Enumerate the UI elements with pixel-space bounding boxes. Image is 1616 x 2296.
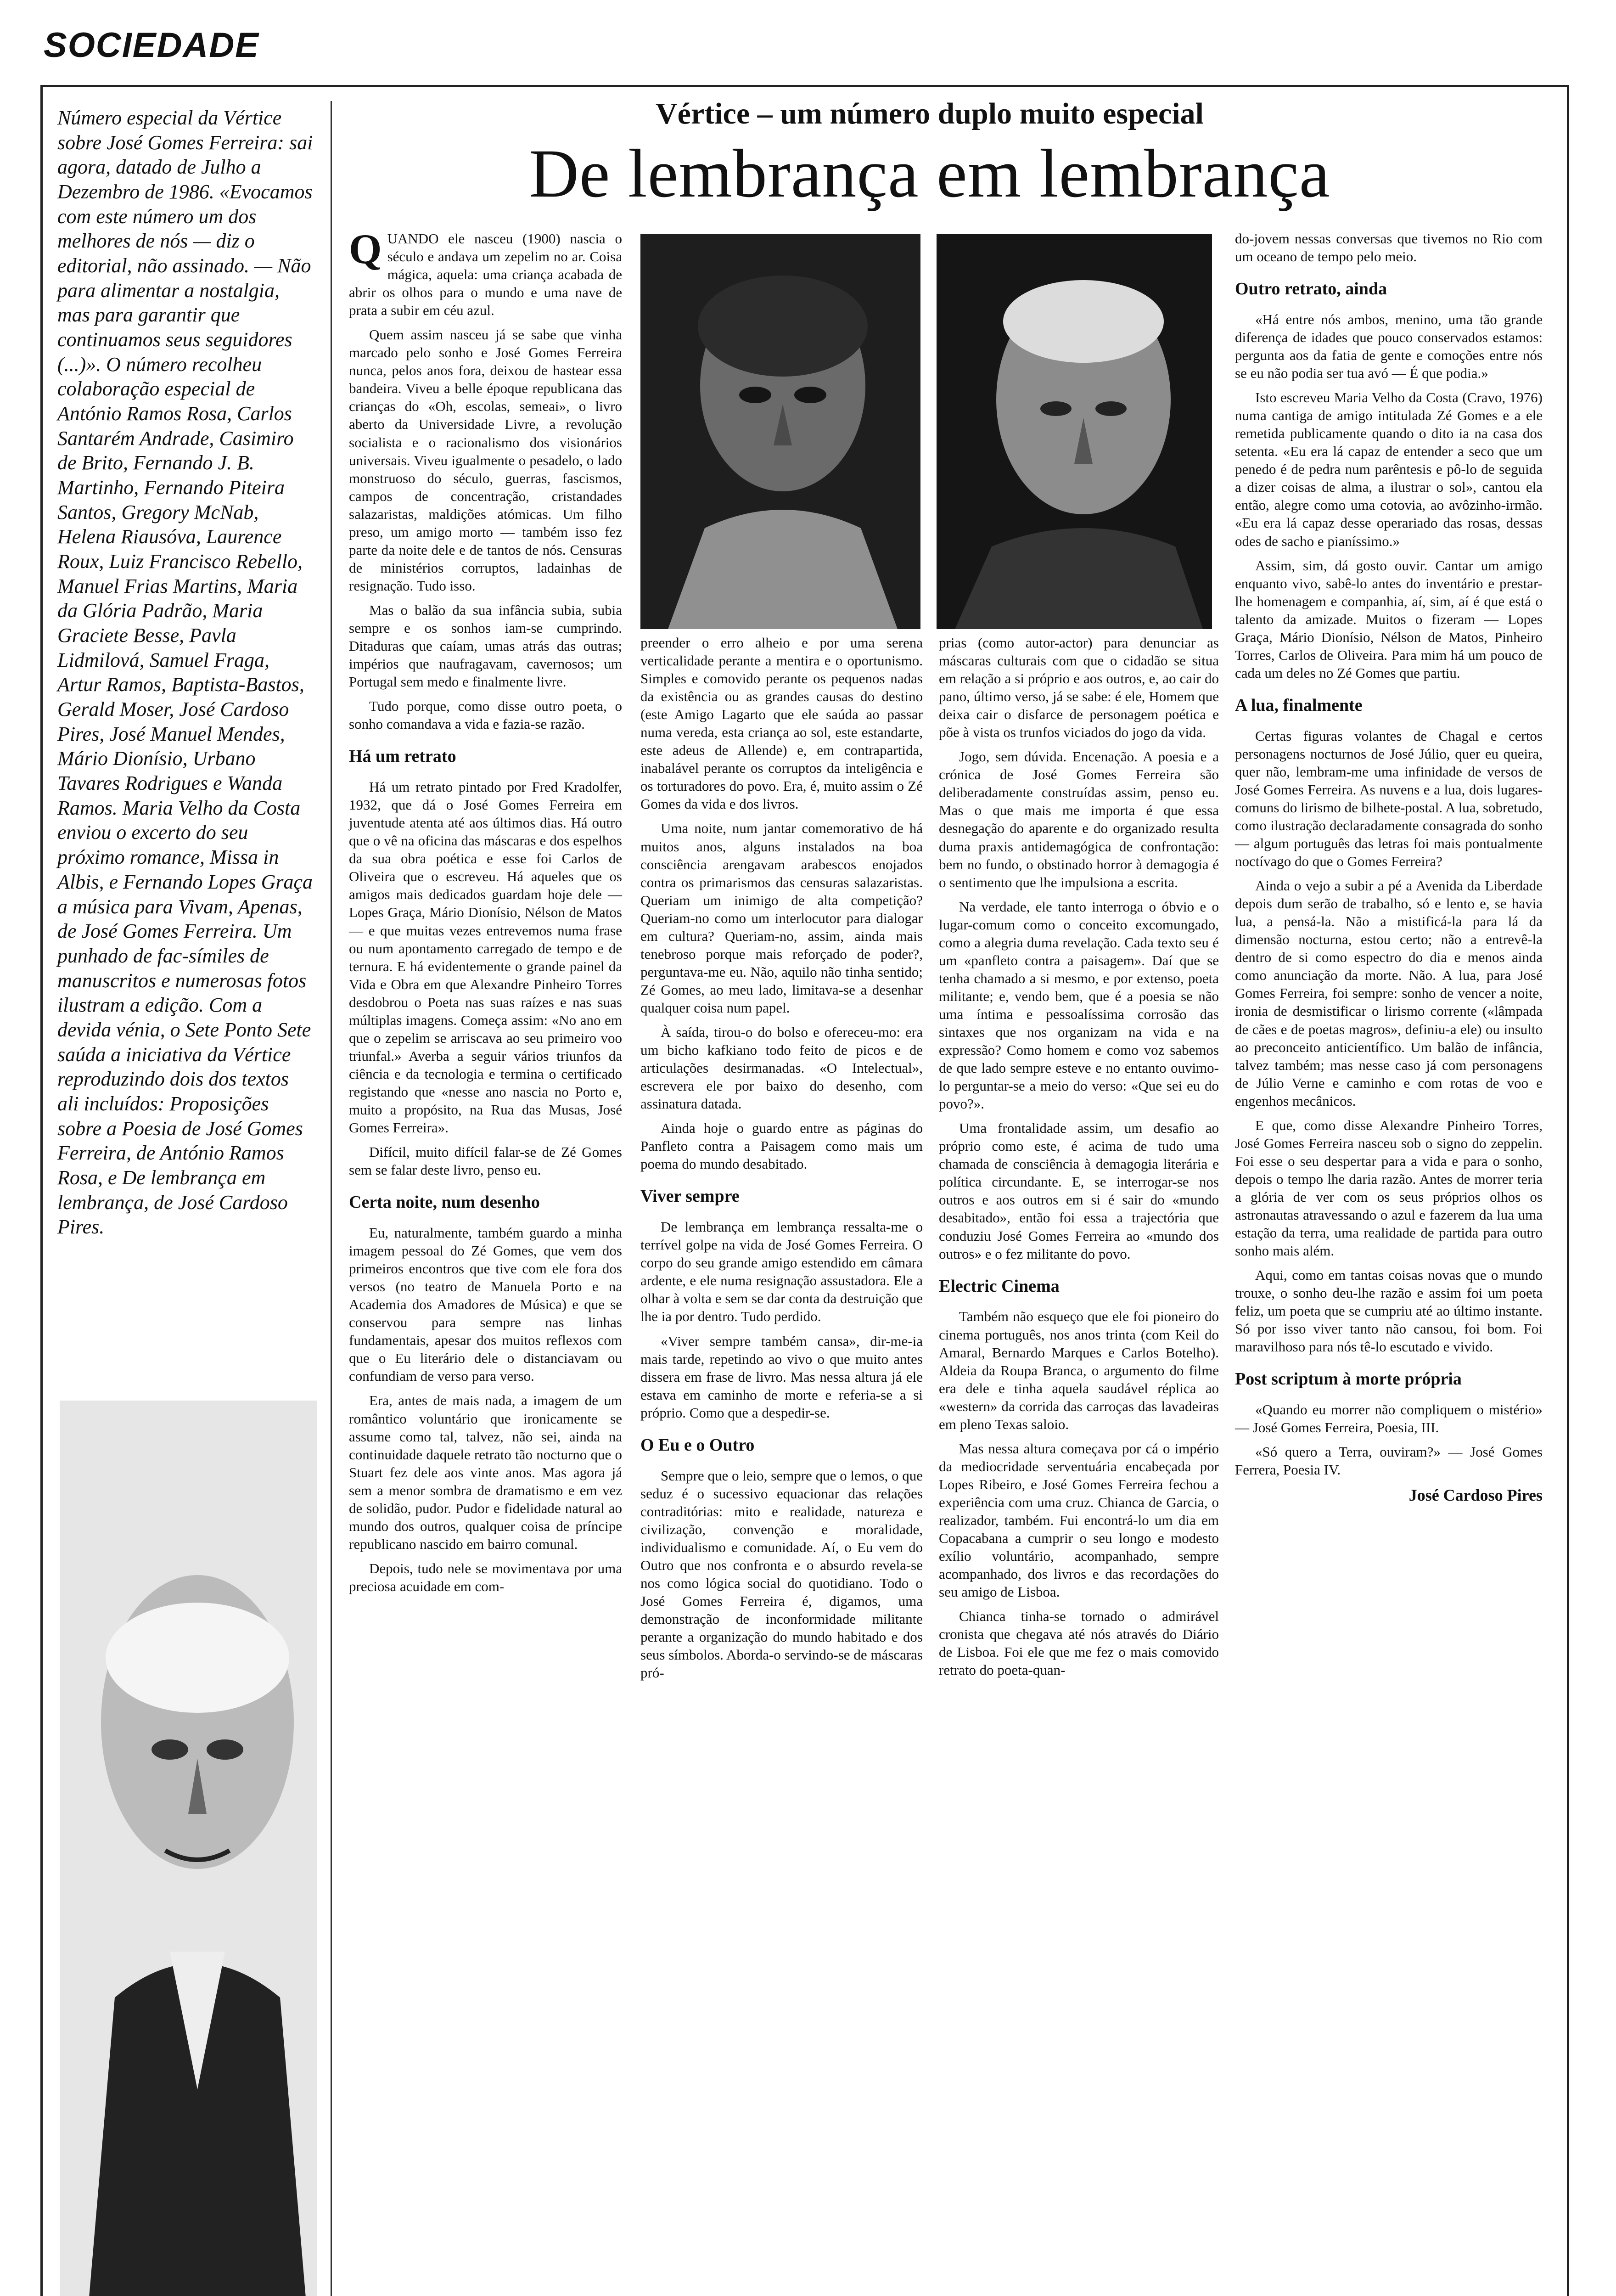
portrait-young-icon	[640, 234, 920, 629]
body-paragraph: Quem assim nasceu já se sabe que vinha marcado pelo sonho e José Gomes Ferreira nunca, pelos anos fora, deixou de hastear essa bandeira. Viveu a belle époque republicana das crianças do «Oh, escolas, semeai», o livro aberto da Universidade Livre, a revolução socialista e o racionalismo dos visionários universais. Viveu igualmente o pesadelo, o lado monstruoso do século, guerras, fascismos, campos de concentração, cristandades salazaristas, maldições atómicas. Um filho preso, um amigo morto — também isso fez parte da noite dele e de tantos de nós. Censuras de ministérios corruptos, ladainhas de resignação. Tudo isso.	[349, 326, 622, 594]
body-paragraph: «Viver sempre também cansa», dir-me-ia mais tarde, repetindo ao vivo o que muito antes dissera em frase de livro. Mas nessa altura já ele estava em caminho de morte e referia-se a si próprio. Como que a despedir-se.	[640, 1333, 923, 1421]
portrait-old-icon	[937, 234, 1212, 629]
body-paragraph: Certas figuras volantes de Chagal e certos personagens nocturnos de José Júlio, quer eu queira, quer não, lembram-me uma infinidade de versos de José Gomes Ferreira. As nuvens e a lua, dois lugares-comuns do lirismo de bilhete-postal. A lua, sobretudo, como ilustração declaradamente consagrada do sonho — algum português das letras foi mais pontualmente noctívago do que o Gomes Ferreira?	[1235, 727, 1543, 870]
body-paragraph: do-jovem nessas conversas que tivemos no Rio com um oceano de tempo pelo meio.	[1235, 231, 1543, 265]
body-paragraph: Jogo, sem dúvida. Encenação. A poesia e a crónica de José Gomes Ferreira são deliberadamente construídas assim, penso eu. Mas o que mais me importa é que essa desnegação do aparente e do organizado resulta duma praxis antidemagógica de confrontação: bem no fundo, o obstinado horror à demagogia é o sentimento que lhe impulsiona a escrita.	[939, 748, 1219, 890]
kicker: Vértice – um número duplo muito especial	[655, 97, 1204, 130]
sidebar-intro	[57, 106, 314, 1239]
article-column-1	[349, 225, 622, 1602]
subhead-eu-outro: O Eu e o Outro	[640, 1435, 755, 1455]
body-paragraph: Isto escreveu Maria Velho da Costa (Cravo, 1976) numa cantiga de amigo intitulada Zé Gomes e a ele remetida publicamente quando o dito ia na casa dos setenta. «Eu era lá capaz de entender a seco que um penedo é de pedra num parêntesis e pô-lo de seguida a dizer coisas de alma, a ilustrar o sol», cantou ela então, alegre como uma cotovia, ao avôzinho-irmão. «Eu era lá capaz desse operariado das rosas, dessas odes de sacho e pianíssimo.»	[1235, 389, 1543, 549]
body-paragraph: Era, antes de mais nada, a imagem de um romântico voluntário que ironicamente se assume como tal, talvez, não sei, ainda na continuidade daquele retrato tão nocturno que o Stuart fez dele aos vinte anos. Mas agora já sem a menor sombra de dramatismo e em vez de solidão, pudor. Pudor e fidelidade natural ao mundo dos outros, qualquer coisa de príncipe republicano nascido em bairro comunal.	[349, 1392, 622, 1552]
body-paragraph: Uma frontalidade assim, um desafio ao próprio como este, é acima de tudo uma chamada de consciência à demagogia literária e política circundante. E, se interrogar-se nos outros e aos outros em si é sair do «mundo desabitado», então foi essa a trajectória que conduziu José Gomes Ferreira ao «mundo dos outros» e o fez militante do povo.	[939, 1120, 1219, 1262]
body-paragraph: Aqui, como em tantas coisas novas que o mundo trouxe, o sonho deu-lhe razão e assim foi um poeta feliz, um poeta que se cumpriu até ao último instante. Só por isso viver tanto não cansou, foi bom. Foi maravilhoso para nós tê-lo escutado e vivido.	[1235, 1267, 1543, 1355]
body-paragraph: Sempre que o leio, sempre que o lemos, o que seduz é o sucessivo equacionar das relações contraditórias: mito e realidade, natureza e civilização, convenção e moralidade, individualismo e comunidade. Aí, o Eu vem do Outro que nos confronta e o absurdo revela-se nos como lógica social do quotidiano. Todo o José Gomes Ferreira é, digamos, uma demonstração de inconformidade militante perante a organização do mundo habitado e dos seus símbolos. Aborda-o servindo-se de máscaras pró-	[640, 1467, 923, 1681]
portrait-photo-young	[640, 234, 920, 629]
dropcap: Q	[349, 225, 382, 272]
body-paragraph: De lembrança em lembrança ressalta-me o terrível golpe na vida de José Gomes Ferreira. O corpo do seu grande amigo estendido em câmara ardente, e ele numa resignação assustadora. Ele a olhar à volta e sem se dar conta da destruição que lhe ia por dentro. Tudo perdido.	[640, 1219, 923, 1325]
subhead-post-scriptum: Post scriptum à morte própria	[1235, 1369, 1462, 1389]
frame-left-rule	[40, 85, 43, 2296]
body-paragraph: Mas o balão da sua infância subia, subia sempre e os sonhos iam-se cumprindo. Ditaduras que caíam, umas atrás das outras; impérios que naufragavam, cavernosos; um Portugal sem medo e finalmente livre.	[349, 602, 622, 690]
subhead-lua: A lua, finalmente	[1235, 695, 1363, 715]
body-paragraph: Também não esqueço que ele foi pioneiro do cinema português, nos anos trinta (com Keil do Amaral, Bernardo Marques e Carlos Botelho). Aldeia da Roupa Branca, o argumento do filme era dele e tinha aquela saudável réplica ao «western» da corrida das carroças das lavadeiras em pleno Texas saloio.	[939, 1308, 1219, 1432]
article-column-4	[1235, 230, 1543, 1506]
body-paragraph: Depois, tudo nele se movimentava por uma preciosa acuidade em com-	[349, 1560, 622, 1594]
frame-right-rule	[1567, 85, 1569, 2296]
body-paragraph: E que, como disse Alexandre Pinheiro Torres, José Gomes Ferreira nasceu sob o signo do zeppelin. Foi esse o seu despertar para a vida e para o sonho, depois o tempo lhe daria razão. Antes de morrer teria a glória de ver com os seus próprios olhos os astronautas atravessando o azul e fazerem da lua uma estação da terra, uma realidade de partida para outro sonho mais além.	[1235, 1117, 1543, 1259]
body-paragraph: Tudo porque, como disse outro poeta, o sonho comandava a vida e fazia-se razão.	[349, 698, 622, 732]
body-paragraph: Há um retrato pintado por Fred Kradolfer, 1932, que dá o José Gomes Ferreira em juventude atenta até aos últimos dias. Há outro que o vê na oficina das máscaras e dos espelhos da sua obra poética e esse foi Carlos de Oliveira que o escreveu. Há aqueles que os amigos mais dedicados guardam hoje dele — Lopes Graça, Mário Dionísio, Nélson de Matos — e que muitas vezes entrevemos numa frase ou num apontamento carregado de tempo e de ternura. E há evidentemente o grande painel da Vida e Obra em que Alexandre Pinheiro Torres desdobrou o Poeta nas suas raízes e nas suas múltiplas imagens. Começa assim: «No ano em que o zepelim se arriscava ao seu primeiro voo triunfal.» Averba a seguir vários triunfos da ciência e da tecnologia e termina o certificado registando que «nesse ano nascia no Porto e, muito a propósito, na Rua das Musas, José Gomes Ferreira».	[349, 779, 622, 1136]
body-paragraph: Ainda o vejo a subir a pé a Avenida da Liberdade depois dum serão de trabalho, só e lento e, se havia lua, a pensá-la. Não a mistificá-la para lá da dimensão nocturna, estou certo; não a entrevê-la dentro de si como espectro do dia e menos ainda como anunciação da morte. Não. A lua, para José Gomes Ferreira, foi sempre: sonho de vencer a noite, ironia de desmistificar o lirismo corrente («lâmpada de cães e de poetas magros», definiu-a ele) ou insulto ao preconceito anticientífico. Um balão de infância, talvez também; mas nesse caso já com personagens de Júlio Verne e caminho e com rotas de voo e engenhos mecânicos.	[1235, 878, 1543, 1109]
body-paragraph: «Só quero a Terra, ouviram?» — José Gomes Ferrera, Poesia IV.	[1235, 1444, 1543, 1478]
body-paragraph: Mas nessa altura começava por cá o império da mediocridade serventuária encabeçada por Lopes Ribeiro, e José Gomes Ferreira fechou a experiência com uma cruz. Chianca de Garcia, o realizador, também. Fui encontrá-lo um dia em Copacabana a cumprir o seu longo e modesto exílio voluntário, acompanhado, sempre acompanhado, dos livros e das recordações do seu amigo de Lisboa.	[939, 1440, 1219, 1600]
opening-paragraph	[349, 225, 622, 319]
sidebar-divider	[331, 101, 332, 2296]
body-paragraph: Eu, naturalmente, também guardo a minha imagem pessoal do Zé Gomes, que vem dos primeiros encontros que tive com ele fora dos versos (no teatro de Manuela Porto e na Academia dos Amadores de Música) e que se conservou para sempre nas linhas fundamentais, apesar dos muitos reflexos com que o Eu literário dele o distanciavam ou confundiam de verso para verso.	[349, 1225, 622, 1384]
portrait-photo-old	[937, 234, 1212, 629]
subhead-outro-retrato: Outro retrato, ainda	[1235, 279, 1387, 299]
body-paragraph: Assim, sim, dá gosto ouvir. Cantar um amigo enquanto vivo, sabê-lo antes do inventário e prestar-lhe homenagem e companhia, aí, sim, aí é que está o talento da amizade. Muitos o fizeram — Lopes Graça, Mário Dionísio, Nélson de Matos, Pinheiro Torres, Carlos de Oliveira. Para mim há um pouco de cada um deles no Zé Gomes que partiu.	[1235, 557, 1543, 681]
sidebar-paragraph: Número especial da Vértice sobre José Gomes Ferreira: sai agora, datado de Julho a Dezembro de 1986. «Evocamos com este número um dos melhores de nós — diz o editorial, não assinado. — Não para alimentar a nostalgia, mas para garantir que continuamos seus seguidores (...)». O número recolheu colaboração especial de António Ramos Rosa, Carlos Santarém Andrade, Casimiro de Brito, Fernando J. B. Martinho, Fernando Piteira Santos, Gregory McNab, Helena Riausóva, Laurence Roux, Luiz Francisco Rebello, Manuel Frias Martins, Maria da Glória Padrão, Maria Graciete Besse, Pavla Lidmilová, Samuel Fraga, Artur Ramos, Baptista-Bastos, Gerald Moser, José Cardoso Pires, José Manuel Mendes, Mário Dionísio, Urbano Tavares Rodrigues e Wanda Ramos. Maria Velho da Costa enviou o excerto do seu próximo romance, Missa in Albis, e Fernando Lopes Graça a música para Vivam, Apenas, de José Gomes Ferreira. Um punhado de fac-símiles de manuscritos e numerosas fotos ilustram a edição. Com a devida vénia, o Sete Ponto Sete saúda a iniciativa da Vértice reproduzindo dois dos textos ali incluídos: Proposições sobre a Poesia de José Gomes Ferreira, de António Ramos Rosa, e De lembrança em lembrança, de José Cardoso Pires.	[57, 107, 313, 1238]
subhead-retrato: Há um retrato	[349, 747, 456, 766]
body-paragraph: Uma noite, num jantar comemorativo de há muitos anos, alguns instalados na boa consciência arengavam arabescos enojados contra os primarismos das censuras salazaristas. Queriam um inimigo de alta competição? Queriam-no como um interlocutor para dialogar em cultura? Queriam-no, assim, ainda mais tenebroso porque mais reforçado de poder?, perguntava-me eu. Não, aquilo não tinha sentido; Zé Gomes, ao meu lado, limitava-se a desenhar qualquer coisa num papel.	[640, 820, 923, 1016]
opening-text: UANDO ele nasceu (1900) nascia o século e andava um zepelim no ar. Coisa mágica, aquela: uma criança acabada de abrir os olhos para o mundo e uma nave de prata a subir em céu azul.	[349, 231, 622, 319]
body-paragraph: preender o erro alheio e por uma serena verticalidade perante a mentira e o oportunismo. Simples e comovido perante os pequenos nadas da existência ou as grandes causas do destino (este Amigo Lagarto que ele saúda ao passar numa vereda, esta criança ao sol, este estandarte, este adeus de Allende) e, em contrapartida, inabalável perante os corruptos da inteligência e os torturadores do povo. Era, é, muito assim o Zé Gomes da vida e dos livros.	[640, 635, 923, 812]
body-paragraph: «Quando eu morrer não compliquem o mistério» — José Gomes Ferreira, Poesia, III.	[1235, 1401, 1543, 1436]
headline: De lembrança em lembrança	[529, 135, 1330, 212]
body-paragraph: «Há entre nós ambos, menino, uma tão grande diferença de idades que pouco conservados estamos: pergunta aos da fatia de gente e comoções entre nós se eu não podia ser tua avó — É que podia.»	[1235, 311, 1543, 382]
portrait-sketch-icon	[60, 1401, 317, 2296]
subhead-noite: Certa noite, num desenho	[349, 1193, 540, 1212]
body-paragraph: prias (como autor-actor) para denunciar as máscaras culturais com que o cidadão se situa em relação a si próprio e aos outros, e, ao cair do pano, último verso, já se sabe: é ele, Homem que deixa cair o disfarce de personagem poética e põe à vista os trunfos viciados do jogo da vida.	[939, 635, 1219, 741]
body-paragraph: À saída, tirou-o do bolso e ofereceu-mo: era um bicho kafkiano todo feito de picos e de articulações desirmanadas. «O Intelectual», escrevera ele por baixo do desenho, com assinatura datada.	[640, 1024, 923, 1112]
frame-top-rule	[40, 85, 1569, 87]
sidebar-portrait-photo	[60, 1401, 317, 2296]
article-column-2	[640, 634, 923, 1688]
body-paragraph: Ainda hoje o guardo entre as páginas do Panfleto contra a Paisagem como mais um poema do mundo desabitado.	[640, 1120, 923, 1172]
section-label: SOCIEDADE	[44, 26, 259, 65]
subhead-cinema: Electric Cinema	[939, 1276, 1060, 1296]
author-signature: José Cardoso Pires	[1408, 1486, 1543, 1505]
subhead-viver: Viver sempre	[640, 1187, 740, 1206]
body-paragraph: Difícil, muito difícil falar-se de Zé Gomes sem se falar deste livro, penso eu.	[349, 1144, 622, 1178]
body-paragraph: Chianca tinha-se tornado o admirável cronista que chegava até nós através do Diário de Lisboa. Foi ele que me fez o mais comovido retrato do poeta-quan-	[939, 1608, 1219, 1678]
body-paragraph: Na verdade, ele tanto interroga o óbvio e o lugar-comum como o conceito excomungado, como a alegria duma revelação. Cada texto seu é um «panfleto contra a paisagem». Daí que se tenha chamado a si mesmo, e por extenso, poeta militante; e, vendo bem, que é a poesia se não uma íntima e pessoalíssima corrosão das sintaxes que nos organizam na vida e na expressão? Como homem e como voz sabemos de que lado sempre esteve e no entanto ouvimo-lo perguntar-se a meio do verso: «Que sei eu do povo?».	[939, 898, 1219, 1112]
article-column-3	[939, 634, 1219, 1685]
